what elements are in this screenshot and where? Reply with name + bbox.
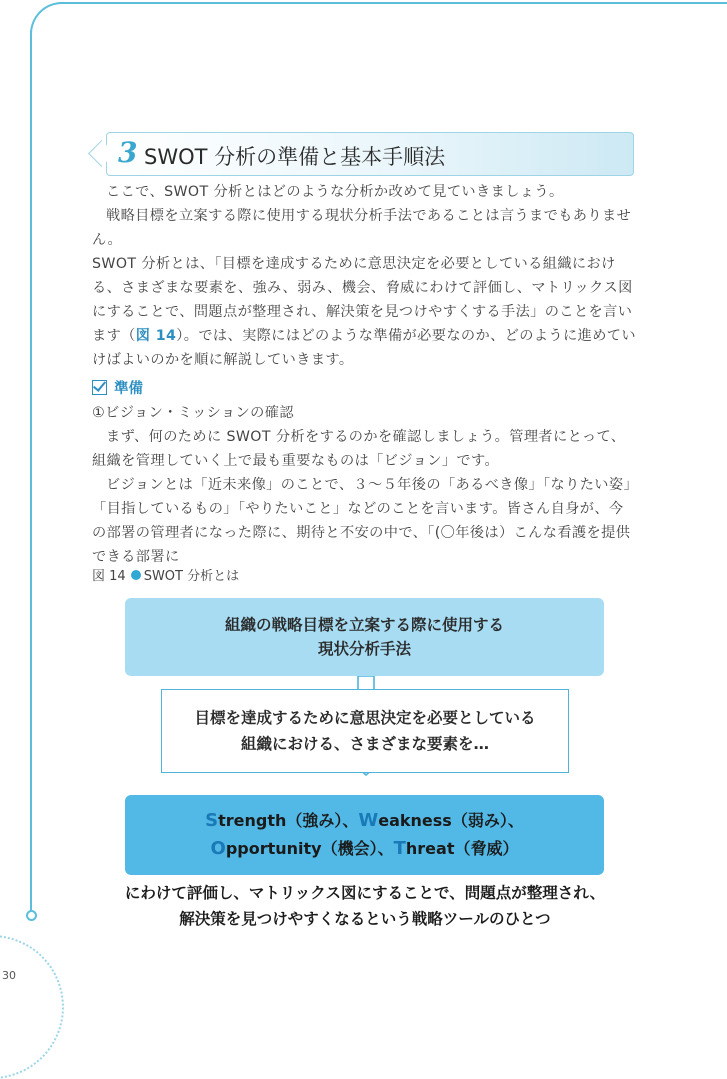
swot-s-initial: S: [205, 810, 219, 831]
figure-label: 図 14: [92, 569, 126, 584]
prep-paragraph-2: ビジョンとは「近未来像」のことで、３〜５年後の「あるべき像」「なりたい姿」「目指しているもの」「やりたいこと」などのことを言います。皆さん自身が、今の部署の管理者になった際に、期待と不安の中で、「(〇年後は）こんな看護を提供できる部署に: [92, 477, 631, 565]
page-frame-corner: [30, 2, 92, 64]
intro-text: [92, 180, 638, 372]
figure-box-swot: [125, 795, 604, 875]
swot-line-2: [211, 835, 519, 863]
figure-box-strategy-line-1: 組織の戦略目標を立案する際に使用する: [224, 616, 504, 634]
prep-heading: [92, 377, 143, 398]
page-frame-top-line: [60, 2, 727, 4]
section-heading: [92, 132, 634, 176]
decorative-dotted-circle: [0, 935, 64, 1079]
prep-heading-label: 準備: [114, 381, 143, 397]
swot-opportunity: pportunity（機会）、: [225, 839, 394, 858]
checkbox-icon: [92, 380, 107, 395]
figure-caption: [92, 565, 239, 584]
section-title: SWOT 分析の準備と基本手順法: [144, 145, 446, 169]
prep-subheading: ①ビジョン・ミッションの確認: [92, 405, 294, 421]
figure-title: SWOT 分析とは: [143, 569, 240, 584]
figure-box-elements-line-1: 目標を達成するために意思決定を必要としている: [194, 709, 536, 727]
intro-paragraph-1: ここで、SWOT 分析とはどのような分析か改めて見ていきましょう。: [106, 184, 564, 200]
figure-conclusion-line-2: 解決策を見つけやすくなるという戦略ツールのひとつ: [179, 910, 551, 928]
figure-box-elements-line-2: 組織における、さまざまな要素を…: [240, 735, 489, 753]
page-number: 30: [2, 969, 16, 982]
swot-weakness: eakness（弱み）、: [378, 811, 524, 830]
swot-threat: hreat（脅威）: [405, 839, 519, 858]
swot-o-initial: O: [210, 838, 226, 859]
page-frame-left-line: [30, 60, 32, 912]
intro-paragraph-3: [92, 252, 638, 372]
intro-paragraph-2: 戦略目標を立案する際に使用する現状分析手法であることは言うまでもありません。: [92, 208, 632, 248]
figure-box-strategy-line-2: 現状分析手法: [317, 640, 411, 658]
prep-text: [92, 401, 638, 569]
page-frame-dot: [26, 910, 37, 921]
swot-t-initial: T: [393, 838, 406, 859]
swot-strength: trength（強み）、: [218, 811, 359, 830]
swot-w-initial: W: [358, 810, 379, 831]
intro-paragraph-3b: ）。では、実際にはどのような準備が必要なのか、どのように進めていけばよいのかを順に解説していきます。: [92, 328, 636, 368]
figure-box-strategy: [125, 598, 604, 676]
prep-paragraph-1: まず、何のために SWOT 分析をするのかを確認しましょう。管理者にとって、組織を管理していく上で最も重要なものは「ビジョン」です。: [92, 429, 626, 469]
intro-paragraph-3a: SWOT 分析とは、「目標を達成するために意思決定を必要としている組織における、さまざまな要素を、強み、弱み、機会、脅威にわけて評価し、マトリックス図にすることで、問題点が整理され、解決策を見つけやすくする手法」のことを言います（: [92, 256, 633, 344]
bullet-dot-icon: [131, 570, 141, 580]
figure-box-elements: [161, 689, 569, 773]
section-number: 3: [118, 136, 138, 169]
figure-conclusion-line-1: にわけて評価し、マトリックス図にすることで、問題点が整理され、: [124, 884, 606, 902]
swot-line-1: [205, 807, 524, 835]
figure-conclusion: [92, 880, 638, 932]
figure-reference-link[interactable]: 図 14: [135, 328, 177, 344]
